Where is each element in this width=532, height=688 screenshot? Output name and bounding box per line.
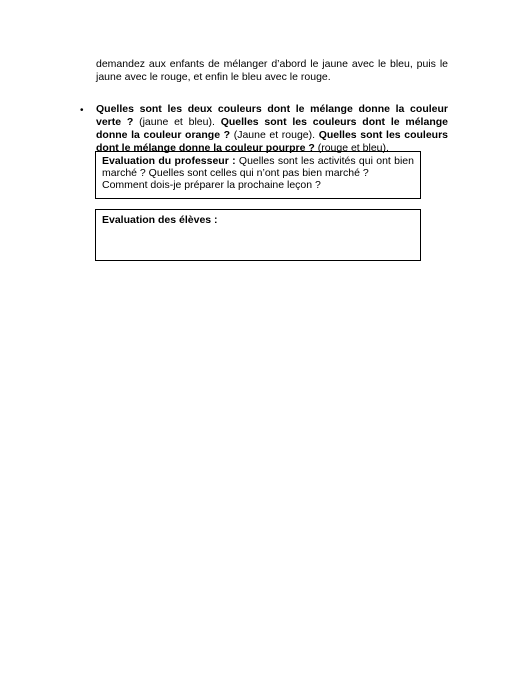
- teacher-evaluation-line2: marché ? Quelles sont celles qui n’ont pas bien marché ?: [102, 167, 369, 179]
- answer-purple: (rouge et bleu).: [314, 142, 389, 154]
- teacher-evaluation-text1: Quelles sont les activités qui ont bien: [235, 155, 414, 167]
- answer-orange: (Jaune et rouge).: [230, 129, 319, 141]
- student-evaluation-box: [95, 209, 421, 261]
- student-evaluation-label: Evaluation des élèves :: [102, 214, 218, 226]
- teacher-evaluation-line3: Comment dois-je préparer la prochaine leçon ?: [102, 179, 321, 191]
- question-green: Quelles sont les deux couleurs dont le mélange donne la couleur verte ?: [96, 103, 448, 128]
- bullet-text: [96, 103, 448, 155]
- answer-green: (jaune et bleu).: [133, 116, 221, 128]
- bullet-icon: •: [80, 105, 84, 116]
- question-purple: Quelles sont les couleurs dont le mélange donne la couleur pourpre ?: [96, 129, 448, 154]
- teacher-evaluation-line1: [102, 155, 414, 167]
- teacher-evaluation-box: [95, 151, 421, 199]
- question-orange: Quelles sont les couleurs dont le mélange donne la couleur orange ?: [96, 116, 448, 141]
- intro-paragraph: demandez aux enfants de mélanger d’abord le jaune avec le bleu, puis le jaune avec le rouge, et enfin le bleu avec le rouge.: [96, 58, 448, 83]
- bullet-list-item: [80, 103, 448, 155]
- teacher-evaluation-label: Evaluation du professeur :: [102, 155, 236, 167]
